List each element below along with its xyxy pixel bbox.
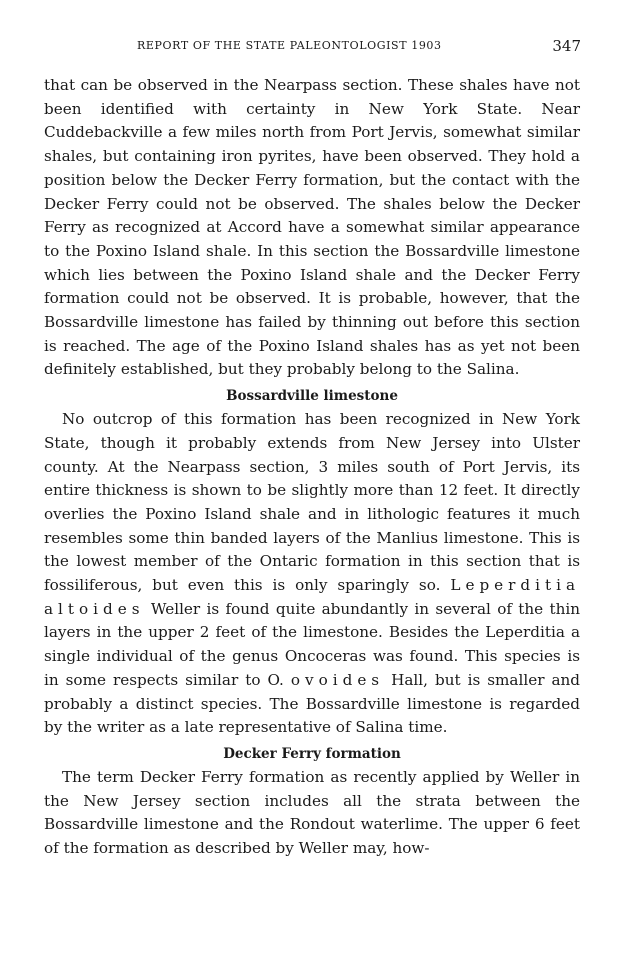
running-head	[45, 37, 581, 59]
paragraph-continued: that can be observed in the Nearpass section. These shales have not been identified with certainty in New York State. Near Cuddebackville a few miles north from Port Jervis, somewhat similar shales, but containing iron pyrites, have been observed. They hold a position below the Decker Ferry formation, but the contact with the Decker Ferry could not be observed. The shales below the Decker Ferry as recognized at Accord have a somewhat similar appearance to the Poxino Island shale. In this section the Bossardville limestone which lies between the Poxino Island shale and the Decker Ferry formation could not be observed. It is probable, however, that the Bossardville limestone has failed by thinning out before this section is reached. The age of the Poxino Island shales has as yet not been definitely established, but they probably belong to the Salina.	[44, 76, 580, 379]
paragraph-text: No outcrop of this formation has been recognized in New York State, though it probably extends from New Jersey into Ulster county. At the Nearpass section, 3 miles south of Port Jervis, its entire thickness is shown to be slightly more than 12 feet. It directly overlies the Poxino Island shale and in lithologic features it much resembles some thin banded layers of the Manlius limestone. This is the lowest member of the Ontaric formation in this section that is fossiliferous, but even this is only sparingly so.	[44, 410, 580, 595]
paragraph-decker-ferry: The term Decker Ferry formation as recently applied by Weller in the New Jersey section includes all the strata between the Bossardville limestone and the Rondout waterlime. The upper 6 feet of the formation as described by Weller may, how-	[44, 767, 580, 858]
running-title: REPORT OF THE STATE PALEONTOLOGIST 1903	[137, 39, 442, 52]
body-text	[44, 74, 580, 861]
section-heading-bossardville: Bossardville limestone	[226, 388, 398, 405]
paragraph-bossardville	[44, 408, 580, 740]
species-name-ovoides: ovoides	[290, 670, 385, 689]
page-number: 347	[552, 37, 581, 55]
section-heading-decker-ferry: Decker Ferry formation	[223, 745, 401, 762]
species-name-leperditia: Leperditia altoides	[44, 576, 581, 618]
paragraph-text: Weller is found quite abundantly in several of the thin layers in the upper 2 feet of the limestone. Besides the Leperditia a single individual of the genus Oncoceras was found. This species is in some respects similar to O.	[44, 599, 580, 689]
paragraph-text: Hall, but is smaller and probably a distinct species. The Bossardville limestone is regarded by the writer as a late representative of Salina time.	[44, 670, 581, 737]
